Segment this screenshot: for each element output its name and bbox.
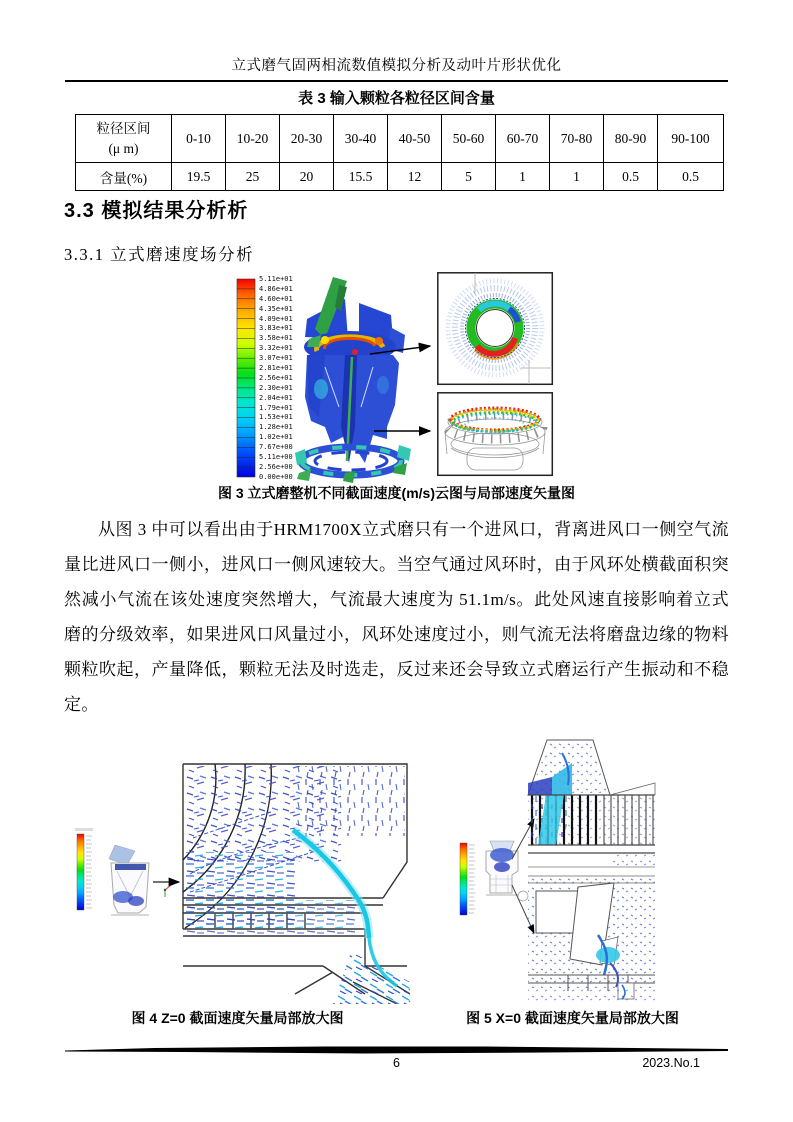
fig5-mini-colorbar <box>460 843 475 915</box>
colorbar-tick-label: 1.28e+01 <box>259 423 293 432</box>
content-cell: 15.5 <box>334 163 388 191</box>
paper-title: 立式磨气固两相流数值模拟分析及动叶片形状优化 <box>231 58 562 74</box>
colorbar-tick-label: 1.02e+01 <box>259 433 293 442</box>
content-cell: 12 <box>388 163 442 191</box>
colorbar-tick-label: 2.56e+00 <box>259 462 293 471</box>
colorbar-tick-label: 4.35e+01 <box>259 304 293 313</box>
fig3-colorbar-labels <box>259 276 313 481</box>
content-cell: 25 <box>226 163 280 191</box>
table3-caption: 表 3 输入颗粒各粒径区间含量 <box>298 90 495 107</box>
colorbar-tick-label: 5.11e+01 <box>259 275 293 283</box>
colorbar-tick-label: 1.79e+01 <box>259 403 293 412</box>
axis-triad-icon <box>164 885 171 897</box>
colorbar-tick-label: 3.07e+01 <box>259 354 293 363</box>
content-cell: 20 <box>280 163 334 191</box>
figure4-vector-plot <box>65 742 410 1004</box>
size-range-cell: 70-80 <box>550 115 604 163</box>
fig5-top-panel <box>528 740 655 867</box>
colorbar-tick-label: 2.30e+01 <box>259 383 293 392</box>
body-paragraph: 从图 3 中可以看出由于HRM1700X立式磨只有一个进风口，背离进风口一侧空气流量比进风口一侧小，进风口一侧风速较大。当空气通过风环时，由于风环处横截面积突然减小气流在该处速度突然增大，气流最大速度为 51.1m/s。此处风速直接影响着立式磨的分级效率，如果进风口风量过小，风环处速度过小，则气流无法将磨盘边缘的物料颗粒吹起，产量降低，颗粒无法及时选走，反过来还会导致立式磨运行产生振动和不稳定。 <box>64 520 729 714</box>
colorbar-tick-label: 3.58e+01 <box>259 334 293 343</box>
colorbar-tick-label: 4.86e+01 <box>259 284 293 293</box>
colorbar-tick-label: 7.67e+00 <box>259 443 293 452</box>
fig3-colorbar <box>237 279 255 477</box>
table3-content-label: 含量(%) <box>76 163 172 191</box>
content-cell: 1 <box>550 163 604 191</box>
colorbar-tick-label: 5.11e+00 <box>259 453 293 462</box>
colorbar-tick-label: 0.00e+00 <box>259 472 293 481</box>
table3-header-cell <box>76 115 172 163</box>
colorbar-tick-label: 2.04e+01 <box>259 393 293 402</box>
size-range-cell: 20-30 <box>280 115 334 163</box>
colorbar-tick-label: 4.09e+01 <box>259 314 293 323</box>
page-number: 6 <box>393 1056 400 1070</box>
size-range-cell: 30-40 <box>334 115 388 163</box>
figure5-caption: 图 5 X=0 截面速度矢量局部放大图 <box>466 1010 679 1026</box>
fig4-mill-thumbnail <box>109 845 149 915</box>
size-range-cell: 50-60 <box>442 115 496 163</box>
size-range-cell: 0-10 <box>172 115 226 163</box>
size-range-cell: 90-100 <box>658 115 724 163</box>
figure5-vector-plot <box>450 733 740 1004</box>
colorbar-tick-label: 3.32e+01 <box>259 344 293 353</box>
size-range-cell: 60-70 <box>496 115 550 163</box>
table-row <box>76 115 724 163</box>
content-cell: 1 <box>496 163 550 191</box>
size-range-unit: (μ m) <box>108 140 139 156</box>
table-row <box>76 163 724 191</box>
footer-rule <box>65 1046 728 1055</box>
fig5-bottom-panel <box>528 876 655 1001</box>
issue-label: 2023.No.1 <box>642 1056 700 1070</box>
fig3-inset-top-vector-ring <box>438 273 553 385</box>
fig4-enlarged-panel <box>183 764 410 1004</box>
fig4-mini-colorbar <box>75 828 93 910</box>
size-range-cell: 10-20 <box>226 115 280 163</box>
colorbar-tick-label: 3.83e+01 <box>259 324 293 333</box>
size-range-cell: 40-50 <box>388 115 442 163</box>
zoom-circle-mark <box>518 891 528 901</box>
section-heading-3-3: 3.3 模拟结果分析析 <box>64 200 249 222</box>
content-cell: 0.5 <box>658 163 724 191</box>
content-cell: 5 <box>442 163 496 191</box>
colorbar-tick-label: 2.81e+01 <box>259 364 293 373</box>
figure4-caption: 图 4 Z=0 截面速度矢量局部放大图 <box>131 1010 344 1026</box>
header-rule <box>65 80 728 82</box>
colorbar-tick-label: 2.56e+01 <box>259 373 293 382</box>
colorbar-tick-label: 4.60e+01 <box>259 294 293 303</box>
colorbar-tick-label: 1.53e+01 <box>259 413 293 422</box>
fig3-inset-bottom-wireframe-ring <box>438 393 553 476</box>
size-range-label: 粒径区间 <box>96 120 151 136</box>
figure3-contour-plot <box>0 271 793 483</box>
size-range-cell: 80-90 <box>604 115 658 163</box>
content-cell: 0.5 <box>604 163 658 191</box>
table3 <box>75 114 724 191</box>
section-heading-3-3-1: 3.3.1 立式磨速度场分析 <box>64 245 255 264</box>
figure3-caption: 图 3 立式磨整机不同截面速度(m/s)云图与局部速度矢量图 <box>217 485 575 501</box>
content-cell: 19.5 <box>172 163 226 191</box>
